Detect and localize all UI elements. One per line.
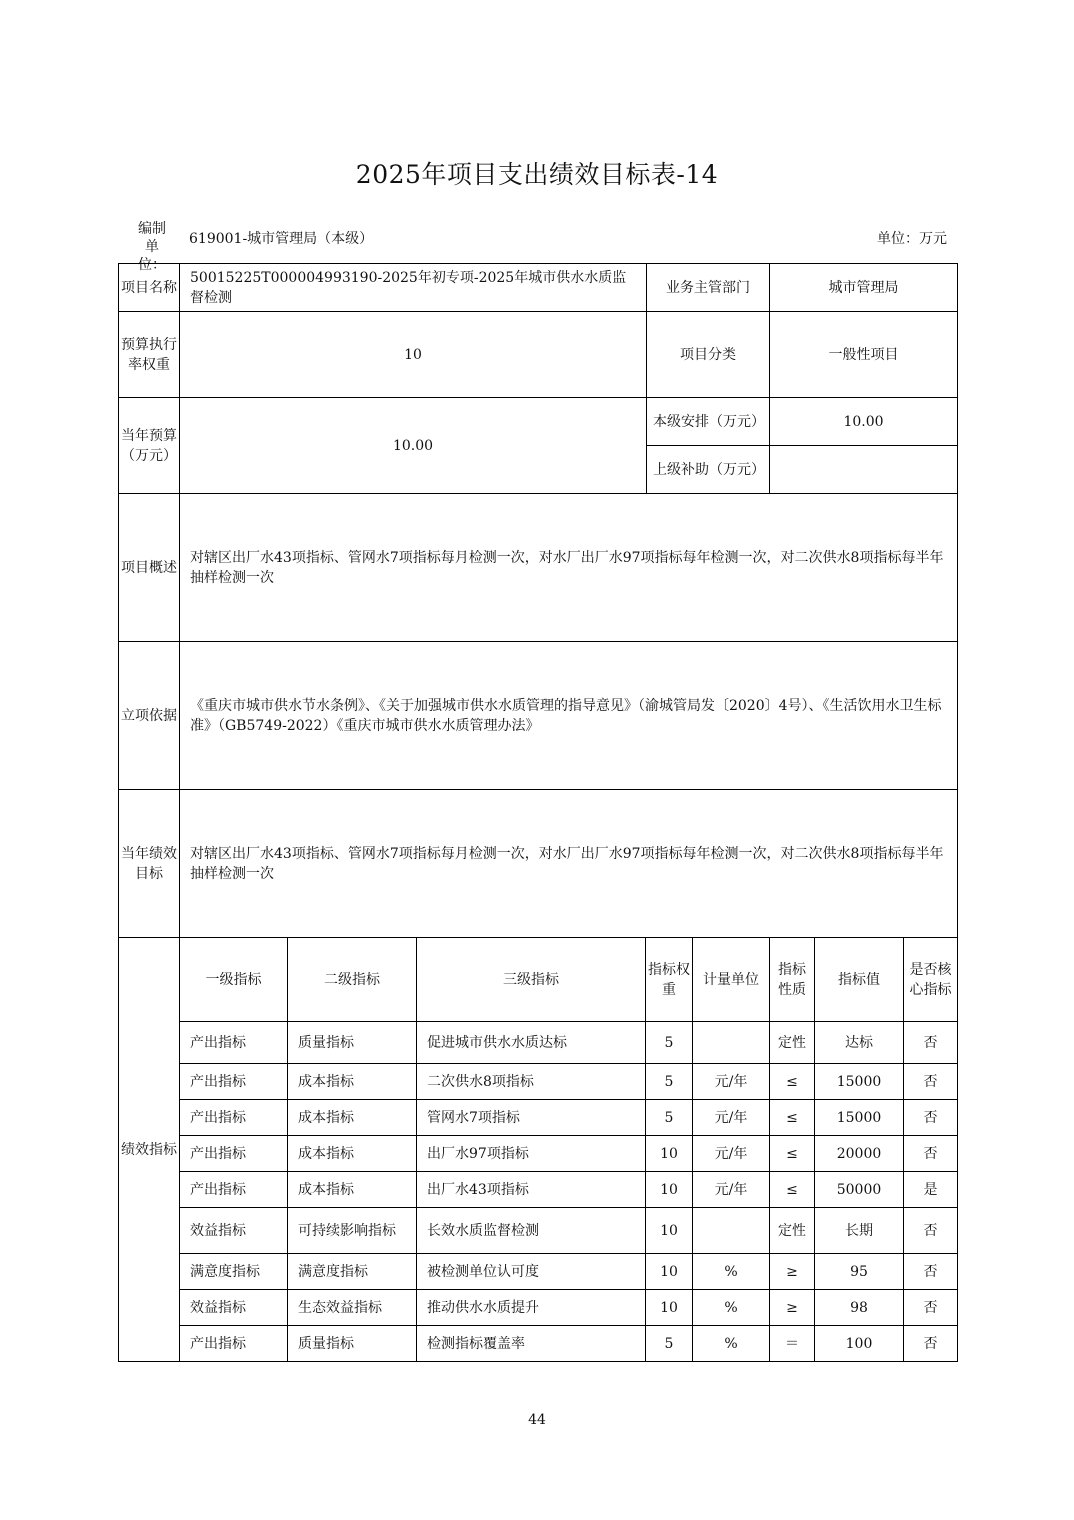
metric-unit: % <box>693 1254 770 1290</box>
metric-level2: 质量指标 <box>288 1022 417 1064</box>
metric-value: 95 <box>815 1254 904 1290</box>
metric-core: 否 <box>904 1064 958 1100</box>
metric-level2: 生态效益指标 <box>288 1290 417 1326</box>
metric-value: 15000 <box>815 1100 904 1136</box>
metric-nature: ≤ <box>770 1172 815 1208</box>
metric-level1: 满意度指标 <box>180 1254 288 1290</box>
org-value: 619001-城市管理局（本级） <box>189 231 374 247</box>
metrics-section-label: 绩效指标 <box>119 938 180 1362</box>
metric-weight: 10 <box>646 1254 693 1290</box>
metric-weight: 10 <box>646 1290 693 1326</box>
metric-level2: 成本指标 <box>288 1064 417 1100</box>
metric-core: 否 <box>904 1290 958 1326</box>
col-header-core: 是否核心指标 <box>904 938 958 1022</box>
overview-label: 项目概述 <box>119 494 180 642</box>
col-header-value: 指标值 <box>815 938 904 1022</box>
table-row <box>119 1208 958 1254</box>
metric-core: 否 <box>904 1208 958 1254</box>
metric-weight: 5 <box>646 1100 693 1136</box>
metric-core: 否 <box>904 1326 958 1362</box>
metric-core: 否 <box>904 1136 958 1172</box>
metric-value: 长期 <box>815 1208 904 1254</box>
metric-nature: ≤ <box>770 1100 815 1136</box>
metric-value: 达标 <box>815 1022 904 1064</box>
metric-level1: 产出指标 <box>180 1326 288 1362</box>
page-title: 2025年项目支出绩效目标表-14 <box>355 160 719 189</box>
metric-level1: 产出指标 <box>180 1136 288 1172</box>
metric-weight: 10 <box>646 1208 693 1254</box>
project-name-label: 项目名称 <box>119 264 180 312</box>
metric-unit <box>693 1022 770 1064</box>
metric-level3: 管网水7项指标 <box>417 1100 646 1136</box>
project-info-table <box>118 263 958 938</box>
metric-nature: ≤ <box>770 1064 815 1100</box>
metric-nature: ≥ <box>770 1290 815 1326</box>
metric-value: 100 <box>815 1326 904 1362</box>
metric-level3: 被检测单位认可度 <box>417 1254 646 1290</box>
metric-level1: 产出指标 <box>180 1172 288 1208</box>
upper-label: 上级补助（万元） <box>647 446 770 494</box>
metric-unit: 元/年 <box>693 1172 770 1208</box>
metric-nature: ＝ <box>770 1326 815 1362</box>
overview-value: 对辖区出厂水43项指标、管网水7项指标每月检测一次，对水厂出厂水97项指标每年检测一次，对二次供水8项指标每半年抽样检测一次 <box>180 494 958 642</box>
table-row <box>119 1326 958 1362</box>
budget-value: 10.00 <box>180 398 647 494</box>
metric-unit: 元/年 <box>693 1136 770 1172</box>
basis-value: 《重庆市城市供水节水条例》、《关于加强城市供水水质管理的指导意见》（渝城管局发〔2020〕4号）、《生活饮用水卫生标准》（GB5749-2022）《重庆市城市供水水质管理办法》 <box>180 642 958 790</box>
table-row <box>119 1022 958 1064</box>
col-header-unit: 计量单位 <box>693 938 770 1022</box>
table-row <box>119 1290 958 1326</box>
unit-label: 单位：万元 <box>877 231 947 247</box>
metric-level3: 推动供水水质提升 <box>417 1290 646 1326</box>
metric-level3: 促进城市供水水质达标 <box>417 1022 646 1064</box>
col-header-nature: 指标性质 <box>770 938 815 1022</box>
metric-level1: 效益指标 <box>180 1290 288 1326</box>
metric-level3: 出厂水43项指标 <box>417 1172 646 1208</box>
project-name-value: 50015225T000004993190-2025年初专项-2025年城市供水水质监督检测 <box>180 264 647 312</box>
metric-nature: ≥ <box>770 1254 815 1290</box>
metric-level1: 产出指标 <box>180 1022 288 1064</box>
metric-level3: 出厂水97项指标 <box>417 1136 646 1172</box>
metric-level2: 质量指标 <box>288 1326 417 1362</box>
metrics-table <box>118 937 958 1362</box>
metric-core: 否 <box>904 1254 958 1290</box>
weight-value: 10 <box>180 312 647 398</box>
category-value: 一般性项目 <box>770 312 958 398</box>
metric-weight: 10 <box>646 1172 693 1208</box>
metric-level3: 检测指标覆盖率 <box>417 1326 646 1362</box>
metric-level2: 成本指标 <box>288 1136 417 1172</box>
col-header-level1: 一级指标 <box>180 938 288 1022</box>
budget-label: 当年预算（万元） <box>119 398 180 494</box>
metric-core: 否 <box>904 1100 958 1136</box>
goal-label: 当年绩效目标 <box>119 790 180 938</box>
metric-level2: 满意度指标 <box>288 1254 417 1290</box>
metric-value: 20000 <box>815 1136 904 1172</box>
metric-value: 50000 <box>815 1172 904 1208</box>
local-value: 10.00 <box>770 398 958 446</box>
metric-nature: 定性 <box>770 1208 815 1254</box>
table-row <box>119 1064 958 1100</box>
page-number: 44 <box>528 1412 546 1428</box>
dept-label: 业务主管部门 <box>647 264 770 312</box>
col-header-level3: 三级指标 <box>417 938 646 1022</box>
metric-level1: 效益指标 <box>180 1208 288 1254</box>
metric-core: 是 <box>904 1172 958 1208</box>
metric-unit: 元/年 <box>693 1100 770 1136</box>
metric-level3: 二次供水8项指标 <box>417 1064 646 1100</box>
basis-label: 立项依据 <box>119 642 180 790</box>
metric-level1: 产出指标 <box>180 1064 288 1100</box>
org-label: 编制单位： <box>138 221 166 273</box>
metric-level3: 长效水质监督检测 <box>417 1208 646 1254</box>
metric-level2: 成本指标 <box>288 1172 417 1208</box>
metric-weight: 5 <box>646 1326 693 1362</box>
table-row <box>119 1172 958 1208</box>
metric-weight: 10 <box>646 1136 693 1172</box>
metric-value: 15000 <box>815 1064 904 1100</box>
col-header-weight: 指标权重 <box>646 938 693 1022</box>
metric-unit <box>693 1208 770 1254</box>
metric-level2: 成本指标 <box>288 1100 417 1136</box>
metric-nature: 定性 <box>770 1022 815 1064</box>
table-row <box>119 1136 958 1172</box>
metric-value: 98 <box>815 1290 904 1326</box>
weight-label: 预算执行率权重 <box>119 312 180 398</box>
metric-weight: 5 <box>646 1064 693 1100</box>
metric-unit: % <box>693 1290 770 1326</box>
metric-nature: ≤ <box>770 1136 815 1172</box>
metric-level2: 可持续影响指标 <box>288 1208 417 1254</box>
col-header-level2: 二级指标 <box>288 938 417 1022</box>
table-row <box>119 1254 958 1290</box>
metric-weight: 5 <box>646 1022 693 1064</box>
metric-unit: 元/年 <box>693 1064 770 1100</box>
metric-level1: 产出指标 <box>180 1100 288 1136</box>
category-label: 项目分类 <box>647 312 770 398</box>
dept-value: 城市管理局 <box>770 264 958 312</box>
local-label: 本级安排（万元） <box>647 398 770 446</box>
table-row <box>119 1100 958 1136</box>
goal-value: 对辖区出厂水43项指标、管网水7项指标每月检测一次，对水厂出厂水97项指标每年检测一次，对二次供水8项指标每半年抽样检测一次 <box>180 790 958 938</box>
metric-core: 否 <box>904 1022 958 1064</box>
metric-unit: % <box>693 1326 770 1362</box>
upper-value <box>770 446 958 494</box>
